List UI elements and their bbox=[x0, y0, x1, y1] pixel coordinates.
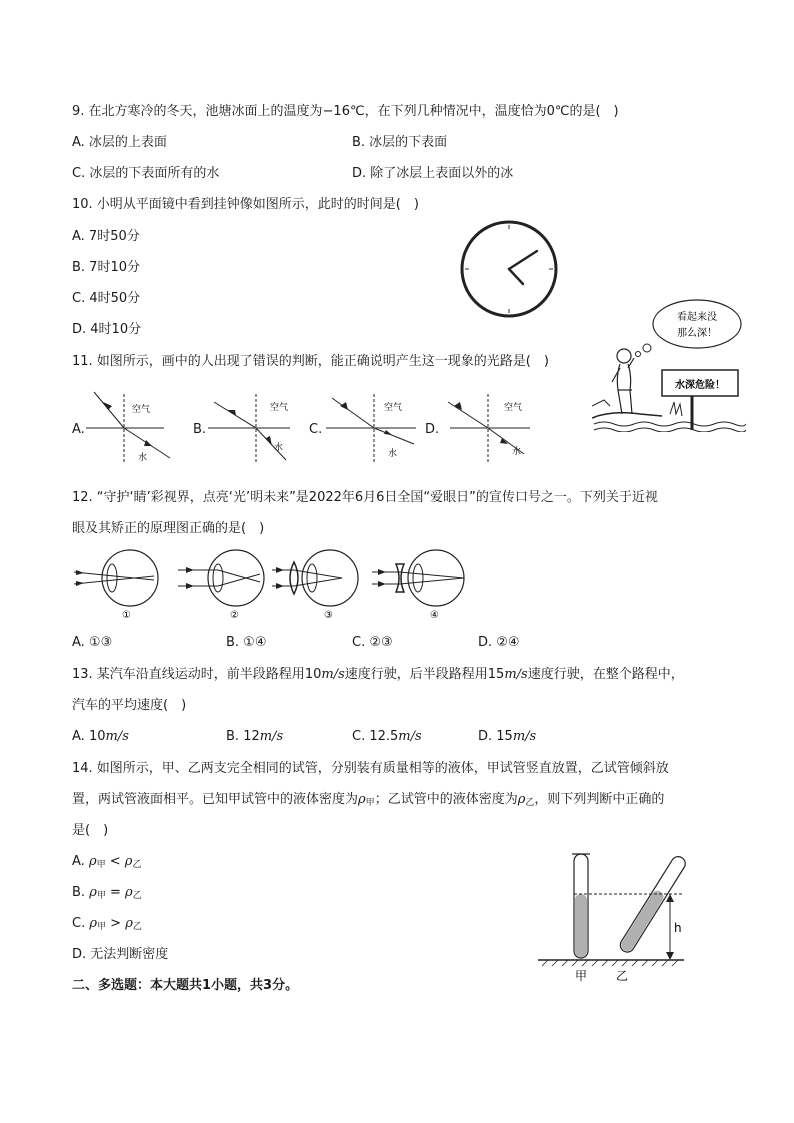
tube-jia bbox=[572, 854, 590, 958]
q11-stem: 11. 如图所示，画中的人出现了错误的判断，能正确说明产生这一现象的光路是( ) bbox=[72, 354, 549, 369]
q9-stem: 9. 在北方寒冷的冬天，池塘冰面上的温度为−16℃，在下列几种情况中，温度恰为0℃的是( ) bbox=[72, 104, 619, 119]
eye-diagram-4 bbox=[372, 550, 464, 621]
light-path-b bbox=[208, 388, 308, 472]
q9-option-a: A. 冰层的上表面 bbox=[72, 135, 167, 150]
q13-speed-2: 15 bbox=[487, 667, 505, 682]
tube-jia-label: 甲 bbox=[575, 969, 588, 982]
light-path-c bbox=[326, 388, 426, 472]
air-label-b: 空气 bbox=[270, 403, 289, 413]
clock-figure bbox=[458, 218, 560, 320]
water-label-c: 水 bbox=[388, 449, 398, 459]
test-tubes-figure bbox=[538, 848, 688, 982]
q10-option-a: A. 7时50分 bbox=[72, 229, 140, 244]
q13-option-b: B. 12m/s bbox=[226, 729, 284, 744]
q9-option-c: C. 冰层的下表面所有的水 bbox=[72, 166, 220, 181]
eye-label-1: ① bbox=[122, 610, 131, 621]
q10-stem: 10. 小明从平面镜中看到挂钟像如图所示，此时的时间是( ) bbox=[72, 197, 419, 212]
q12-stem-line1: 12. “守护‘睛’彩视界，点亮‘光’明未来”是2022年6月6日全国“爱眼日”的宣传口号之一。下列关于近视 bbox=[72, 490, 658, 505]
q12-option-c: C. ②③ bbox=[352, 635, 393, 650]
q14-option-b: B. $\rho_甲 = \rho_乙$ bbox=[72, 885, 142, 901]
q10-option-b: B. 7时10分 bbox=[72, 260, 140, 275]
bubble-line-1: 看起来没 bbox=[677, 312, 717, 323]
eye-diagram-2 bbox=[178, 550, 264, 621]
eye-diagrams bbox=[72, 548, 472, 624]
q14-stem-line1: 14. 如图所示，甲、乙两支完全相同的试管，分别装有质量相等的液体，甲试管竖直放置，乙试管倾斜放 bbox=[72, 761, 669, 776]
q12-option-d: D. ②④ bbox=[478, 635, 520, 650]
q14-stem-line3: 是( ) bbox=[72, 823, 109, 838]
bubble-line-2: 那么深！ bbox=[677, 328, 717, 339]
q13-text-2: 速度行驶，后半段路程用 bbox=[344, 667, 488, 682]
eye-label-3: ③ bbox=[324, 610, 333, 621]
q9-option-b: B. 冰层的下表面 bbox=[352, 135, 448, 150]
tube-yi bbox=[618, 854, 688, 955]
height-label: h bbox=[674, 921, 682, 935]
q13-unit-1: m/s bbox=[321, 667, 345, 682]
q9-option-d: D. 除了冰层上表面以外的冰 bbox=[352, 166, 514, 181]
q12-option-b: B. ①④ bbox=[226, 635, 267, 650]
light-path-d bbox=[442, 388, 542, 472]
q14-option-d: D. 无法判断密度 bbox=[72, 947, 169, 962]
q13-unit-2: m/s bbox=[504, 667, 528, 682]
warning-sign-text: 水深危险！ bbox=[675, 380, 725, 391]
air-label-d: 空气 bbox=[504, 403, 523, 413]
light-path-a bbox=[86, 388, 186, 472]
eye-diagram-1 bbox=[74, 550, 158, 621]
q13-stem-line1 bbox=[72, 666, 684, 684]
q13-stem-line2: 汽车的平均速度( ) bbox=[72, 698, 187, 713]
water-label-b: 水 bbox=[274, 443, 284, 453]
eye-label-4: ④ bbox=[430, 610, 439, 621]
eye-label-2: ② bbox=[230, 610, 239, 621]
section2-heading: 二、多选题：本大题共1小题，共3分。 bbox=[72, 978, 299, 993]
q11-option-b-label: B. bbox=[193, 422, 207, 437]
q13-option-a: A. 10m/s bbox=[72, 729, 129, 744]
water-label-d: 水 bbox=[512, 447, 522, 457]
q12-option-a: A. ①③ bbox=[72, 635, 113, 650]
q11-option-d-label: D. bbox=[425, 422, 440, 437]
q13-text-3: 速度行驶，在整个路程中， bbox=[527, 667, 684, 682]
q13-text-1: 13. 某汽车沿直线运动时，前半段路程用 bbox=[72, 667, 305, 682]
air-label-a: 空气 bbox=[132, 405, 151, 415]
q11-option-a-label: A. bbox=[72, 422, 85, 437]
q14-option-c: C. $\rho_甲 > \rho_乙$ bbox=[72, 916, 142, 932]
q12-stem-line2: 眼及其矫正的原理图正确的是( ) bbox=[72, 521, 265, 536]
water-label-a: 水 bbox=[138, 453, 148, 463]
q11-option-c-label: C. bbox=[309, 422, 323, 437]
air-label-c: 空气 bbox=[384, 403, 403, 413]
q10-option-d: D. 4时10分 bbox=[72, 322, 142, 337]
eye-diagram-3 bbox=[272, 550, 358, 621]
q13-option-c: C. 12.5m/s bbox=[352, 729, 422, 744]
rho-symbol: ρ bbox=[358, 792, 366, 807]
q14-option-a: A. $\rho_甲 < \rho_乙$ bbox=[72, 854, 142, 870]
q13-speed-1: 10 bbox=[304, 667, 322, 682]
cartoon-figure bbox=[592, 296, 746, 432]
person bbox=[612, 349, 634, 414]
tube-yi-label: 乙 bbox=[616, 969, 629, 982]
q14-stem-line2: 置，两试管液面相平。已知甲试管中的液体密度为$\rho_甲$；乙试管中的液体密度为$\rho_乙$，则下列判断中正确的 bbox=[72, 792, 665, 808]
thought-bubble bbox=[653, 300, 741, 348]
q10-option-c: C. 4时50分 bbox=[72, 291, 141, 306]
q13-option-d: D. 15m/s bbox=[478, 729, 537, 744]
